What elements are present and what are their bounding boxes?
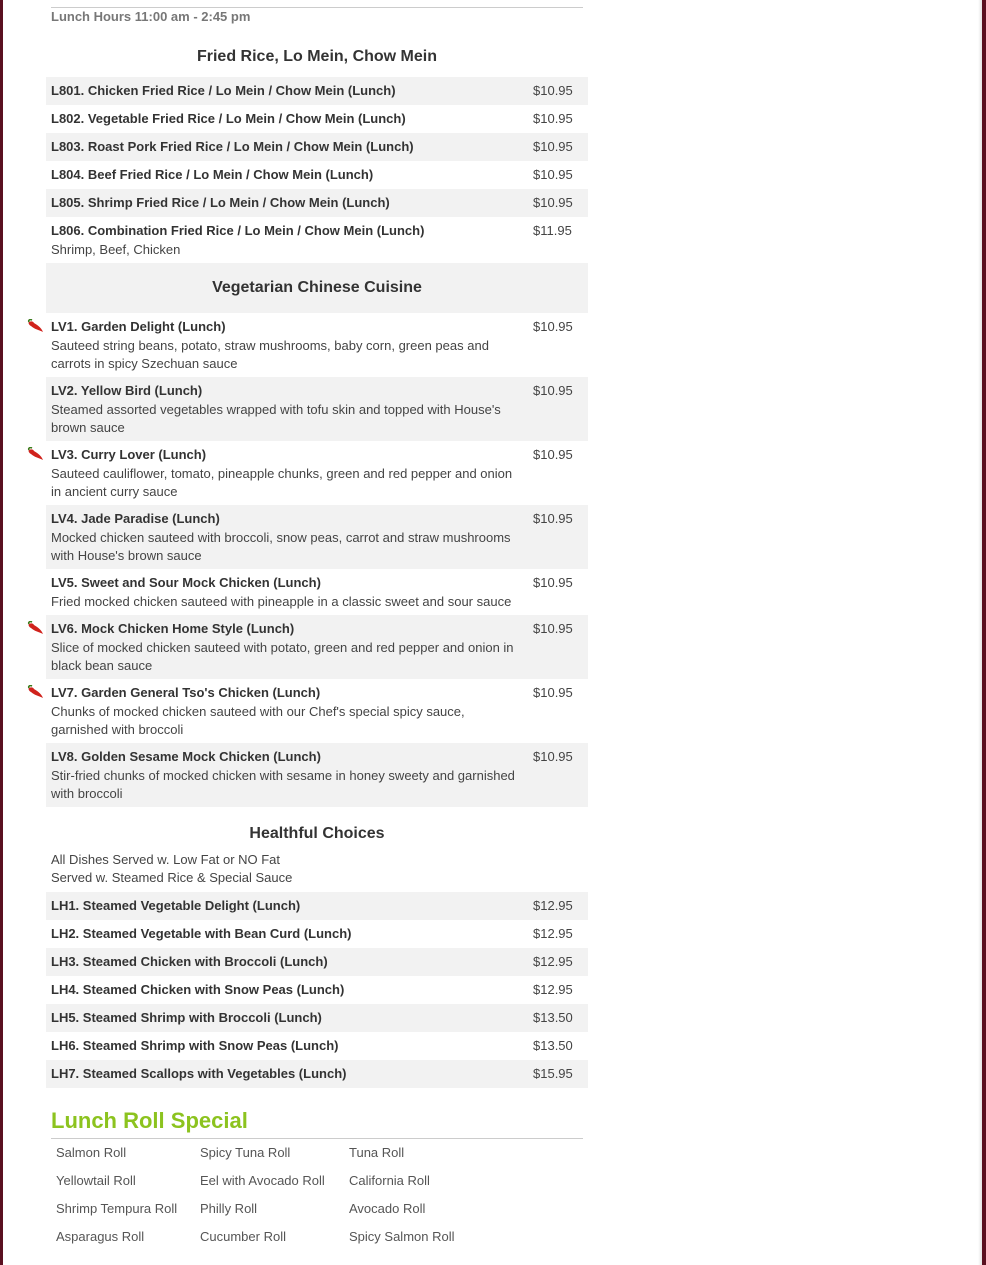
item-price: $10.95 [533,511,573,526]
roll-item: Yellowtail Roll [56,1173,136,1188]
healthful-note-line1: All Dishes Served w. Low Fat or NO Fat [51,852,281,867]
healthful-note-line2: Served w. Steamed Rice & Special Sauce [51,870,293,885]
item-name: LV5. Sweet and Sour Mock Chicken (Lunch) [51,575,321,590]
roll-item: Avocado Roll [349,1201,426,1216]
chili-pepper-icon [27,319,45,333]
item-price: $10.95 [533,383,573,398]
menu-item[interactable] [46,1032,588,1060]
healthful-list [27,892,588,1088]
menu-item[interactable] [46,189,588,217]
menu-item[interactable] [46,133,588,161]
menu-item[interactable] [46,161,588,189]
menu-item[interactable] [46,217,588,263]
item-price: $13.50 [533,1010,573,1025]
menu-item[interactable] [46,1004,588,1032]
menu-item[interactable] [46,377,588,441]
roll-item: Spicy Salmon Roll [349,1229,455,1244]
item-name: LH2. Steamed Vegetable with Bean Curd (Lunch) [51,926,352,941]
roll-item: Spicy Tuna Roll [200,1145,291,1160]
chili-pepper-icon [27,621,45,635]
item-price: $10.95 [533,111,573,126]
section-header-vegetarian [46,263,588,313]
roll-item: Cucumber Roll [200,1229,286,1244]
item-price: $10.95 [533,447,573,462]
item-price: $12.95 [533,954,573,969]
item-price: $10.95 [533,749,573,764]
item-name: LV2. Yellow Bird (Lunch) [51,383,203,398]
item-price: $10.95 [533,621,573,636]
lunch-hours: Lunch Hours 11:00 am - 2:45 pm [51,9,251,24]
menu-item[interactable] [46,505,588,569]
menu-item[interactable] [46,569,588,615]
item-name: LH3. Steamed Chicken with Broccoli (Lunch) [51,954,328,969]
section-title-vegetarian: Vegetarian Chinese Cuisine [212,279,422,296]
menu-item[interactable] [46,313,588,377]
item-name: L806. Combination Fried Rice / Lo Mein / Chow Mein (Lunch) [51,223,425,238]
menu-item[interactable] [46,441,588,505]
menu-item[interactable] [46,615,588,679]
chili-pepper-icon [27,685,45,699]
item-name: LH6. Steamed Shrimp with Snow Peas (Lunch) [51,1038,339,1053]
roll-item: California Roll [349,1173,430,1188]
fried-rice-list [27,77,588,263]
item-name: LV4. Jade Paradise (Lunch) [51,511,220,526]
item-description: Shrimp, Beef, Chicken [51,242,181,257]
chili-pepper-icon [27,447,45,461]
item-price: $10.95 [533,685,573,700]
item-price: $10.95 [533,575,573,590]
item-name: LH1. Steamed Vegetable Delight (Lunch) [51,898,301,913]
item-name: L801. Chicken Fried Rice / Lo Mein / Chow Mein (Lunch) [51,83,396,98]
item-description: Fried mocked chicken sauteed with pineapple in a classic sweet and sour sauce [51,594,512,609]
item-name: LH7. Steamed Scallops with Vegetables (Lunch) [51,1066,347,1081]
menu-item[interactable] [46,948,588,976]
item-description: Sauteed cauliflower, tomato, pineapple chunks, green and red pepper and onion in ancient curry sauce [51,466,513,499]
roll-special-grid [51,1139,583,1251]
section-title-fried-rice: Fried Rice, Lo Mein, Chow Mein [196,48,437,65]
item-description: Sauteed string beans, potato, straw mushrooms, baby corn, green peas and carrots in spicy Szechuan sauce [51,338,489,371]
menu-item[interactable] [46,892,588,920]
menu-item[interactable] [46,679,588,743]
item-name: L805. Shrimp Fried Rice / Lo Mein / Chow Mein (Lunch) [51,195,390,210]
item-price: $12.95 [533,898,573,913]
vegetarian-list [27,313,588,807]
item-price: $15.95 [533,1066,573,1081]
item-price: $10.95 [533,319,573,334]
page-border-left [0,0,3,1265]
item-price: $10.95 [533,83,573,98]
item-price: $11.95 [533,223,572,238]
item-name: LV7. Garden General Tso's Chicken (Lunch) [51,685,321,700]
item-name: LV1. Garden Delight (Lunch) [51,319,226,334]
item-name: LV3. Curry Lover (Lunch) [51,447,207,462]
lunch-menu [27,0,588,1251]
item-name: L803. Roast Pork Fried Rice / Lo Mein / Chow Mein (Lunch) [51,139,414,154]
item-price: $12.95 [533,982,573,997]
roll-item: Tuna Roll [349,1145,405,1160]
menu-item[interactable] [46,1060,588,1088]
item-description: Stir-fried chunks of mocked chicken with sesame in honey sweety and garnished with broccoli [51,768,515,801]
roll-item: Shrimp Tempura Roll [56,1201,178,1216]
item-description: Mocked chicken sauteed with broccoli, snow peas, carrot and straw mushrooms with House's brown sauce [51,530,511,563]
item-price: $13.50 [533,1038,573,1053]
roll-item: Philly Roll [200,1201,258,1216]
item-price: $10.95 [533,195,573,210]
menu-item[interactable] [46,743,588,807]
section-title-healthful: Healthful Choices [249,825,385,842]
item-price: $10.95 [533,167,573,182]
item-name: L804. Beef Fried Rice / Lo Mein / Chow Mein (Lunch) [51,167,374,182]
item-name: L802. Vegetable Fried Rice / Lo Mein / Chow Mein (Lunch) [51,111,406,126]
item-name: LH4. Steamed Chicken with Snow Peas (Lunch) [51,982,345,997]
item-price: $12.95 [533,926,573,941]
page-border-right [982,0,986,1265]
item-description: Chunks of mocked chicken sauteed with our Chef's special spicy sauce, garnished with broccoli [51,704,465,737]
roll-item: Salmon Roll [56,1145,127,1160]
item-description: Steamed assorted vegetables wrapped with tofu skin and topped with House's brown sauce [51,402,501,435]
item-price: $10.95 [533,139,573,154]
roll-item: Eel with Avocado Roll [200,1173,325,1188]
section-title-roll-special: Lunch Roll Special [51,1108,248,1133]
item-name: LV8. Golden Sesame Mock Chicken (Lunch) [51,749,321,764]
menu-item[interactable] [46,920,588,948]
item-description: Slice of mocked chicken sauteed with potato, green and red pepper and onion in black bean sauce [51,640,514,673]
item-name: LH5. Steamed Shrimp with Broccoli (Lunch) [51,1010,322,1025]
item-name: LV6. Mock Chicken Home Style (Lunch) [51,621,295,636]
menu-item[interactable] [46,976,588,1004]
healthful-note [51,851,588,887]
roll-item: Asparagus Roll [56,1229,145,1244]
menu-item[interactable] [46,105,588,133]
menu-item[interactable] [46,77,588,105]
